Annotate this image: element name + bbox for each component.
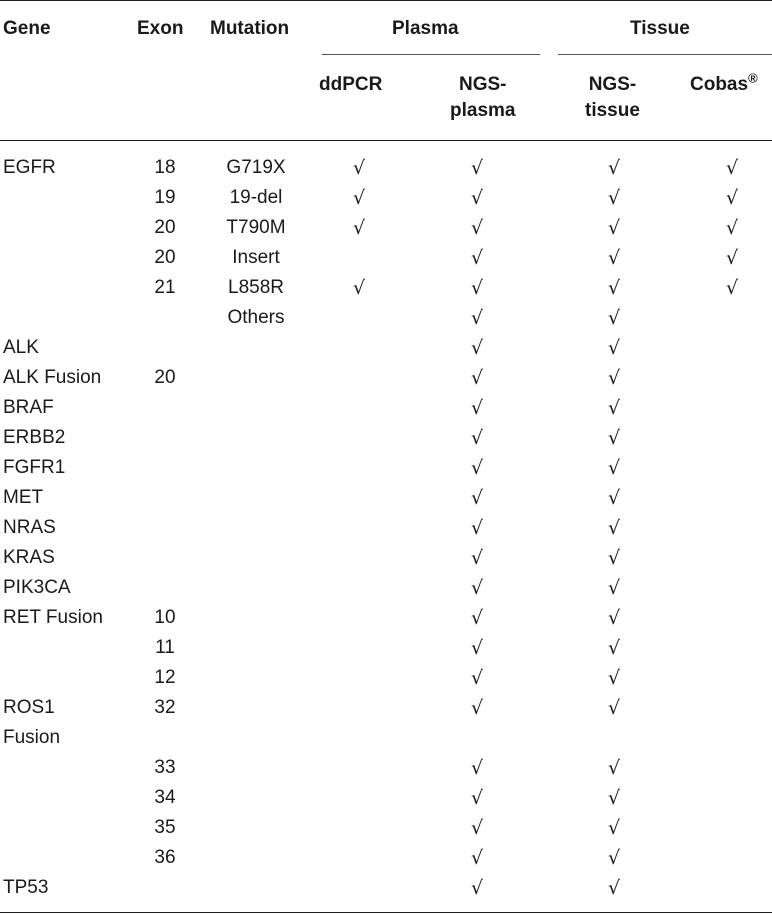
ngs-plasma-check: √ (470, 337, 484, 359)
ngs-plasma-check: √ (470, 277, 484, 299)
ngs-tissue-check: √ (607, 367, 621, 389)
ngs-plasma-check: √ (470, 787, 484, 809)
ddpcr-check: √ (352, 277, 366, 299)
ngs-tissue-check: √ (607, 427, 621, 449)
exon-cell: 10 (154, 607, 176, 628)
plasma-underline (322, 54, 540, 55)
ngs-plasma-check: √ (470, 847, 484, 869)
cobas-check: √ (725, 187, 739, 209)
ngs-plasma-check: √ (470, 427, 484, 449)
ngs-tissue-check: √ (607, 457, 621, 479)
gene-cell: MET (3, 487, 44, 508)
ngs-plasma-check: √ (470, 457, 484, 479)
gene-cell: KRAS (3, 547, 55, 568)
ngs-plasma-check: √ (470, 217, 484, 239)
cobas-check: √ (725, 217, 739, 239)
ngs-tissue-check: √ (607, 877, 621, 899)
ngs-plasma-check: √ (470, 157, 484, 179)
ngs-plasma-check: √ (470, 877, 484, 899)
header-ddpcr: ddPCR (319, 74, 383, 95)
cobas-check: √ (725, 157, 739, 179)
ngs-plasma-check: √ (470, 637, 484, 659)
exon-cell: 34 (154, 787, 176, 808)
ngs-plasma-check: √ (470, 757, 484, 779)
ngs-tissue-check: √ (607, 847, 621, 869)
ngs-tissue-check: √ (607, 817, 621, 839)
top-rule (0, 0, 772, 1)
ngs-plasma-check: √ (470, 187, 484, 209)
mutation-cell: 19-del (229, 187, 283, 208)
gene-cell: NRAS (3, 517, 56, 538)
ngs-plasma-check: √ (470, 367, 484, 389)
ngs-plasma-check: √ (470, 547, 484, 569)
ngs-plasma-check: √ (470, 307, 484, 329)
exon-cell: 36 (154, 847, 176, 868)
gene-cell: TP53 (3, 877, 49, 898)
mutation-cell: Others (227, 307, 285, 328)
registered-mark: ® (748, 70, 758, 86)
ngs-tissue-check: √ (607, 547, 621, 569)
ngs-plasma-check: √ (470, 247, 484, 269)
exon-cell: 32 (154, 697, 176, 718)
ngs-tissue-check: √ (607, 517, 621, 539)
ngs-tissue-check: √ (607, 607, 621, 629)
mutation-cell: Insert (232, 247, 280, 268)
ngs-tissue-check: √ (607, 397, 621, 419)
gene-cell: BRAF (3, 397, 54, 418)
ddpcr-check: √ (352, 187, 366, 209)
exon-cell: 20 (154, 247, 176, 268)
header-tissue: Tissue (630, 18, 690, 39)
ddpcr-check: √ (352, 157, 366, 179)
ngs-tissue-check: √ (607, 337, 621, 359)
header-ngs-plasma-line2: plasma (450, 100, 516, 121)
ngs-tissue-check: √ (607, 187, 621, 209)
ngs-plasma-check: √ (470, 487, 484, 509)
ngs-tissue-check: √ (607, 157, 621, 179)
ngs-plasma-check: √ (470, 397, 484, 419)
header-cobas-text: Cobas (690, 74, 749, 95)
exon-cell: 20 (154, 367, 176, 388)
mutation-cell: G719X (226, 157, 286, 178)
gene-cell: ALK Fusion (3, 367, 102, 388)
ngs-tissue-check: √ (607, 697, 621, 719)
header-mutation: Mutation (210, 18, 290, 39)
ngs-plasma-check: √ (470, 697, 484, 719)
ngs-plasma-check: √ (470, 607, 484, 629)
header-ngs-plasma (450, 72, 515, 124)
gene-cell: PIK3CA (3, 577, 71, 598)
gene-cell: ERBB2 (3, 427, 66, 448)
header-ngs-plasma-line1: NGS- (458, 74, 507, 95)
header-ngs-tissue (585, 72, 640, 124)
mutation-cell: L858R (228, 277, 284, 298)
exon-cell: 21 (154, 277, 176, 298)
exon-cell: 35 (154, 817, 176, 838)
ngs-tissue-check: √ (607, 277, 621, 299)
gene-cell: EGFR (3, 157, 56, 178)
header-ngs-tissue-line2: tissue (585, 100, 640, 121)
exon-cell: 19 (154, 187, 176, 208)
header-plasma: Plasma (392, 18, 459, 39)
ngs-tissue-check: √ (607, 247, 621, 269)
gene-cell: FGFR1 (3, 457, 66, 478)
exon-cell: 11 (155, 637, 175, 658)
ngs-tissue-check: √ (607, 637, 621, 659)
gene-cell: ROS1 (3, 697, 55, 718)
cobas-check: √ (725, 247, 739, 269)
ngs-tissue-check: √ (607, 577, 621, 599)
ngs-tissue-check: √ (607, 667, 621, 689)
gene-cell: ALK (3, 337, 39, 358)
bottom-rule (0, 912, 772, 913)
ngs-tissue-check: √ (607, 217, 621, 239)
ngs-plasma-check: √ (470, 817, 484, 839)
exon-cell: 33 (154, 757, 176, 778)
mutation-cell: T790M (226, 217, 286, 238)
exon-cell: 18 (154, 157, 176, 178)
ngs-tissue-check: √ (607, 757, 621, 779)
cobas-check: √ (725, 277, 739, 299)
header-rule (0, 140, 772, 141)
tissue-underline (558, 54, 772, 55)
header-gene: Gene (3, 18, 51, 39)
gene-cell: RET Fusion (3, 607, 103, 628)
ngs-plasma-check: √ (470, 667, 484, 689)
ngs-plasma-check: √ (470, 577, 484, 599)
exon-cell: 20 (154, 217, 176, 238)
ngs-tissue-check: √ (607, 787, 621, 809)
header-ngs-tissue-line1: NGS- (588, 74, 637, 95)
exon-cell: 12 (154, 667, 176, 688)
ngs-plasma-check: √ (470, 517, 484, 539)
header-exon: Exon (137, 18, 184, 39)
ngs-tissue-check: √ (607, 307, 621, 329)
ddpcr-check: √ (352, 217, 366, 239)
ngs-tissue-check: √ (607, 487, 621, 509)
header-cobas (690, 72, 758, 98)
gene-cell: Fusion (3, 727, 61, 748)
